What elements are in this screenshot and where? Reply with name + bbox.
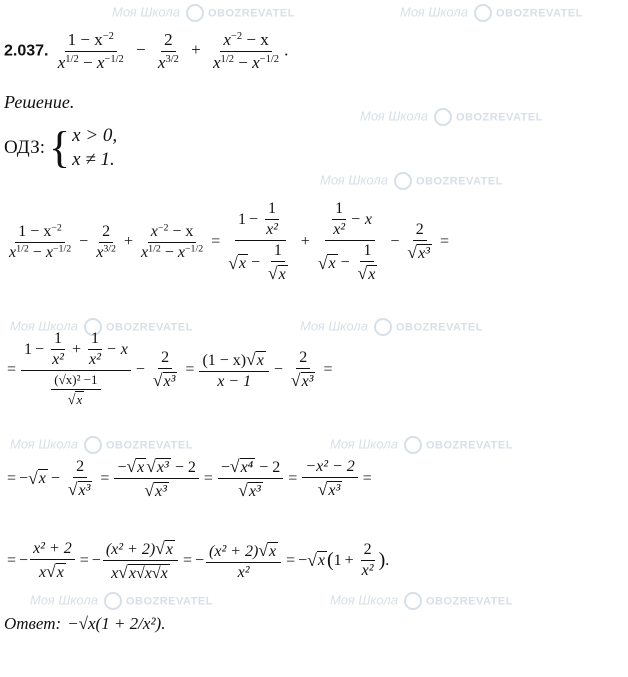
fraction: $\frac{x^{-2} - x}{x^{1/2} - x^{-1/2}}$	[213, 30, 280, 72]
watermark: Моя Школа OBOZREVATEL	[330, 592, 513, 610]
odz-brace-icon: {	[49, 122, 71, 172]
watermark-logo-icon	[394, 172, 412, 190]
watermark-logo-icon	[84, 436, 102, 454]
step-3: = − √ x − $\frac{2}{\text{√x³}}$ = $\frac{\text{−√x √x³ − 2}}{\text{√x³}}$ = $\frac{\text{−√x⁴ − 2}}{\text{√x³}}$ = $\frac{\text{−x² − 2}}{\text{√x³}}$ =	[7, 456, 372, 500]
answer-value: −√x(1 + 2/x²).	[67, 614, 166, 633]
watermark-logo-icon	[404, 436, 422, 454]
fraction: $\frac{1 - x^{-2}}{x^{1/2} - x^{-1/2}}$	[57, 30, 124, 72]
watermark: Моя Школа OBOZREVATEL	[300, 318, 483, 336]
watermark: Моя Школа OBOZREVATEL	[360, 108, 543, 126]
fraction: $\frac{2}{x^{3/2}}$	[157, 30, 179, 72]
watermark-logo-icon	[404, 592, 422, 610]
problem-statement: 2.037. $\frac{1 - x^{-2}}{x^{1/2} - x^{-1/2}}$ − $\frac{2}{x^{3/2}}$ + $\frac{x^{-2} - x}{x^{1/2} - x^{-1/2}}$ .	[4, 30, 289, 72]
odz-block	[4, 124, 117, 172]
answer-label: Ответ:	[4, 614, 62, 633]
watermark: Моя Школа OBOZREVATEL	[330, 436, 513, 454]
odz-condition: x ≠ 1.	[72, 148, 115, 170]
step-4: = − $\frac{\text{x² + 2}}{x√x}$ = − $\frac{\text{(x² + 2)√x}}{x√x√x√x}$ = − $\frac{\text{(x² + 2)√x}}{\text{x²}}$ = − √ x ( 1 + $\frac{2}{\text{x²}}$ ) .	[7, 538, 390, 582]
watermark: Моя Школа OBOZREVATEL	[10, 436, 193, 454]
watermark-logo-icon	[104, 592, 122, 610]
watermark-logo-icon	[474, 4, 492, 22]
watermark: Моя Школа OBOZREVATEL	[30, 592, 213, 610]
odz-condition: x > 0,	[72, 125, 118, 146]
watermark: Моя Школа OBOZREVATEL	[400, 4, 583, 22]
solution-label: Решение.	[4, 92, 75, 112]
watermark: Моя Школа OBOZREVATEL	[112, 4, 295, 22]
step-2: = 1 − $\frac{1}{\text{x²}}$ + $\frac{1}{\text{x²}}$ − x $\frac{\text{(√x)² −1}}{√x}$ − $\frac{2}{\text{√x³}}$ = $\frac{(1 - x)√x}{x - 1}$ − $\frac{2}{\text{√x³}}$ =	[7, 330, 333, 408]
step-1: $\frac{1 - x^{-2}}{x^{1/2} - x^{-1/2}}$ − $\frac{2}{x^{3/2}}$ + $\frac{x^{-2} - x}{x^{1/2} - x^{-1/2}}$ = 1 − $\frac{1}{\text{x²}}$ √ x − $\frac{1}{√x}$ + $\frac{1}{\text{x²}}$ − x √ x − $\frac{1}{√x}$ − $\frac{2}{\text{√x³}}$ =	[9, 200, 449, 283]
watermark: Моя Школа OBOZREVATEL	[10, 318, 193, 336]
watermark-logo-icon	[434, 108, 452, 126]
watermark: Моя Школа OBOZREVATEL	[320, 172, 503, 190]
problem-number: 2.037.	[4, 42, 49, 60]
watermark-logo-icon	[374, 318, 392, 336]
answer	[4, 614, 165, 634]
watermark-logo-icon	[186, 4, 204, 22]
odz-label: ОДЗ:	[4, 136, 46, 158]
